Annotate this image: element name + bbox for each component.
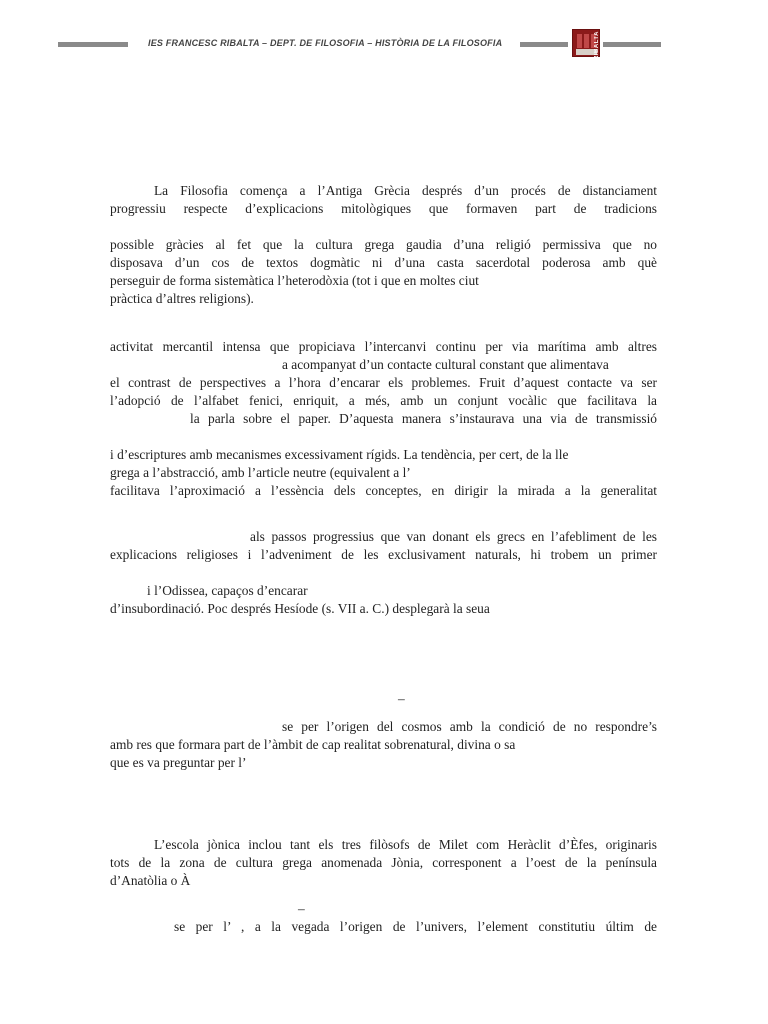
text-line: l’adopció de l’alfabet fenici, enriquit, a més, amb un conjunt vocàlic que facilitava la — [110, 393, 657, 408]
school-logo — [572, 29, 600, 60]
text-line: possible gràcies al fet que la cultura grega gaudia d’una religió permissiva que no — [110, 237, 657, 252]
text-line: tots de la zona de cultura grega anomenada Jònia, corresponent a l’oest de la península — [110, 855, 657, 870]
text-line: – — [298, 901, 305, 916]
text-line: i d’escriptures amb mecanismes excessivament rígids. La tendència, per cert, de la lle — [110, 447, 569, 462]
header-rule-right-2 — [603, 42, 661, 47]
text-line: se per l’origen del cosmos amb la condició de no respondre’s — [282, 719, 657, 734]
text-line: a acompanyat d’un contacte cultural constant que alimentava — [282, 357, 609, 372]
text-line: L’escola jònica inclou tant els tres filòsofs de Milet com Heràclit d’Èfes, originaris — [154, 837, 657, 852]
text-line: als passos progressius que van donant els grecs en l’afebliment de les — [250, 529, 657, 544]
text-line: pràctica d’altres religions). — [110, 291, 254, 306]
text-line: – — [398, 691, 405, 706]
logo-tower-icon — [584, 34, 589, 48]
text-line: La Filosofia comença a l’Antiga Grècia després d’un procés de distanciament — [154, 183, 657, 198]
header-rule-right-1 — [520, 42, 568, 47]
text-line: progressiu respecte d’explicacions mitològiques que formaven part de tradicions — [110, 201, 657, 216]
text-line: disposava d’un cos de textos dogmàtic ni d’una casta sacerdotal poderosa amb què — [110, 255, 657, 270]
logo-wordmark: RIBALTA — [594, 31, 600, 60]
text-line: la parla sobre el paper. D’aquesta manera s’instaurava una via de transmissió — [190, 411, 657, 426]
text-line: se per l’ , a la vegada l’origen de l’univers, l’element constitutiu últim de — [174, 919, 657, 934]
header-title: IES FRANCESC RIBALTA – DEPT. DE FILOSOFIA – HISTÒRIA DE LA FILOSOFIA — [148, 38, 503, 48]
logo-tower-icon — [577, 34, 582, 48]
text-line: explicacions religioses i l’adveniment de les exclusivament naturals, hi trobem un primer — [110, 547, 657, 562]
header-rule-left — [58, 42, 128, 47]
text-line: el contrast de perspectives a l’hora d’encarar els problemes. Fruit d’aquest contacte va ser — [110, 375, 657, 390]
text-line: i l’Odissea, capaços d’encarar — [147, 583, 308, 598]
text-line: activitat mercantil intensa que propiciava l’intercanvi continu per via marítima amb altres — [110, 339, 657, 354]
text-line: d’insubordinació. Poc després Hesíode (s. VII a. C.) desplegarà la seua — [110, 601, 490, 616]
text-line: amb res que formara part de l’àmbit de cap realitat sobrenatural, divina o sa — [110, 737, 516, 752]
text-line: grega a l’abstracció, amb l’article neutre (equivalent a l’ — [110, 465, 411, 480]
text-line: d’Anatòlia o À — [110, 873, 191, 888]
text-line: que es va preguntar per l’ — [110, 755, 247, 770]
text-line: facilitava l’aproximació a l’essència dels conceptes, en dirigir la mirada a la generalitat — [110, 483, 657, 498]
text-line: perseguir de forma sistemàtica l’heterodòxia (tot i que en moltes ciut — [110, 273, 479, 288]
